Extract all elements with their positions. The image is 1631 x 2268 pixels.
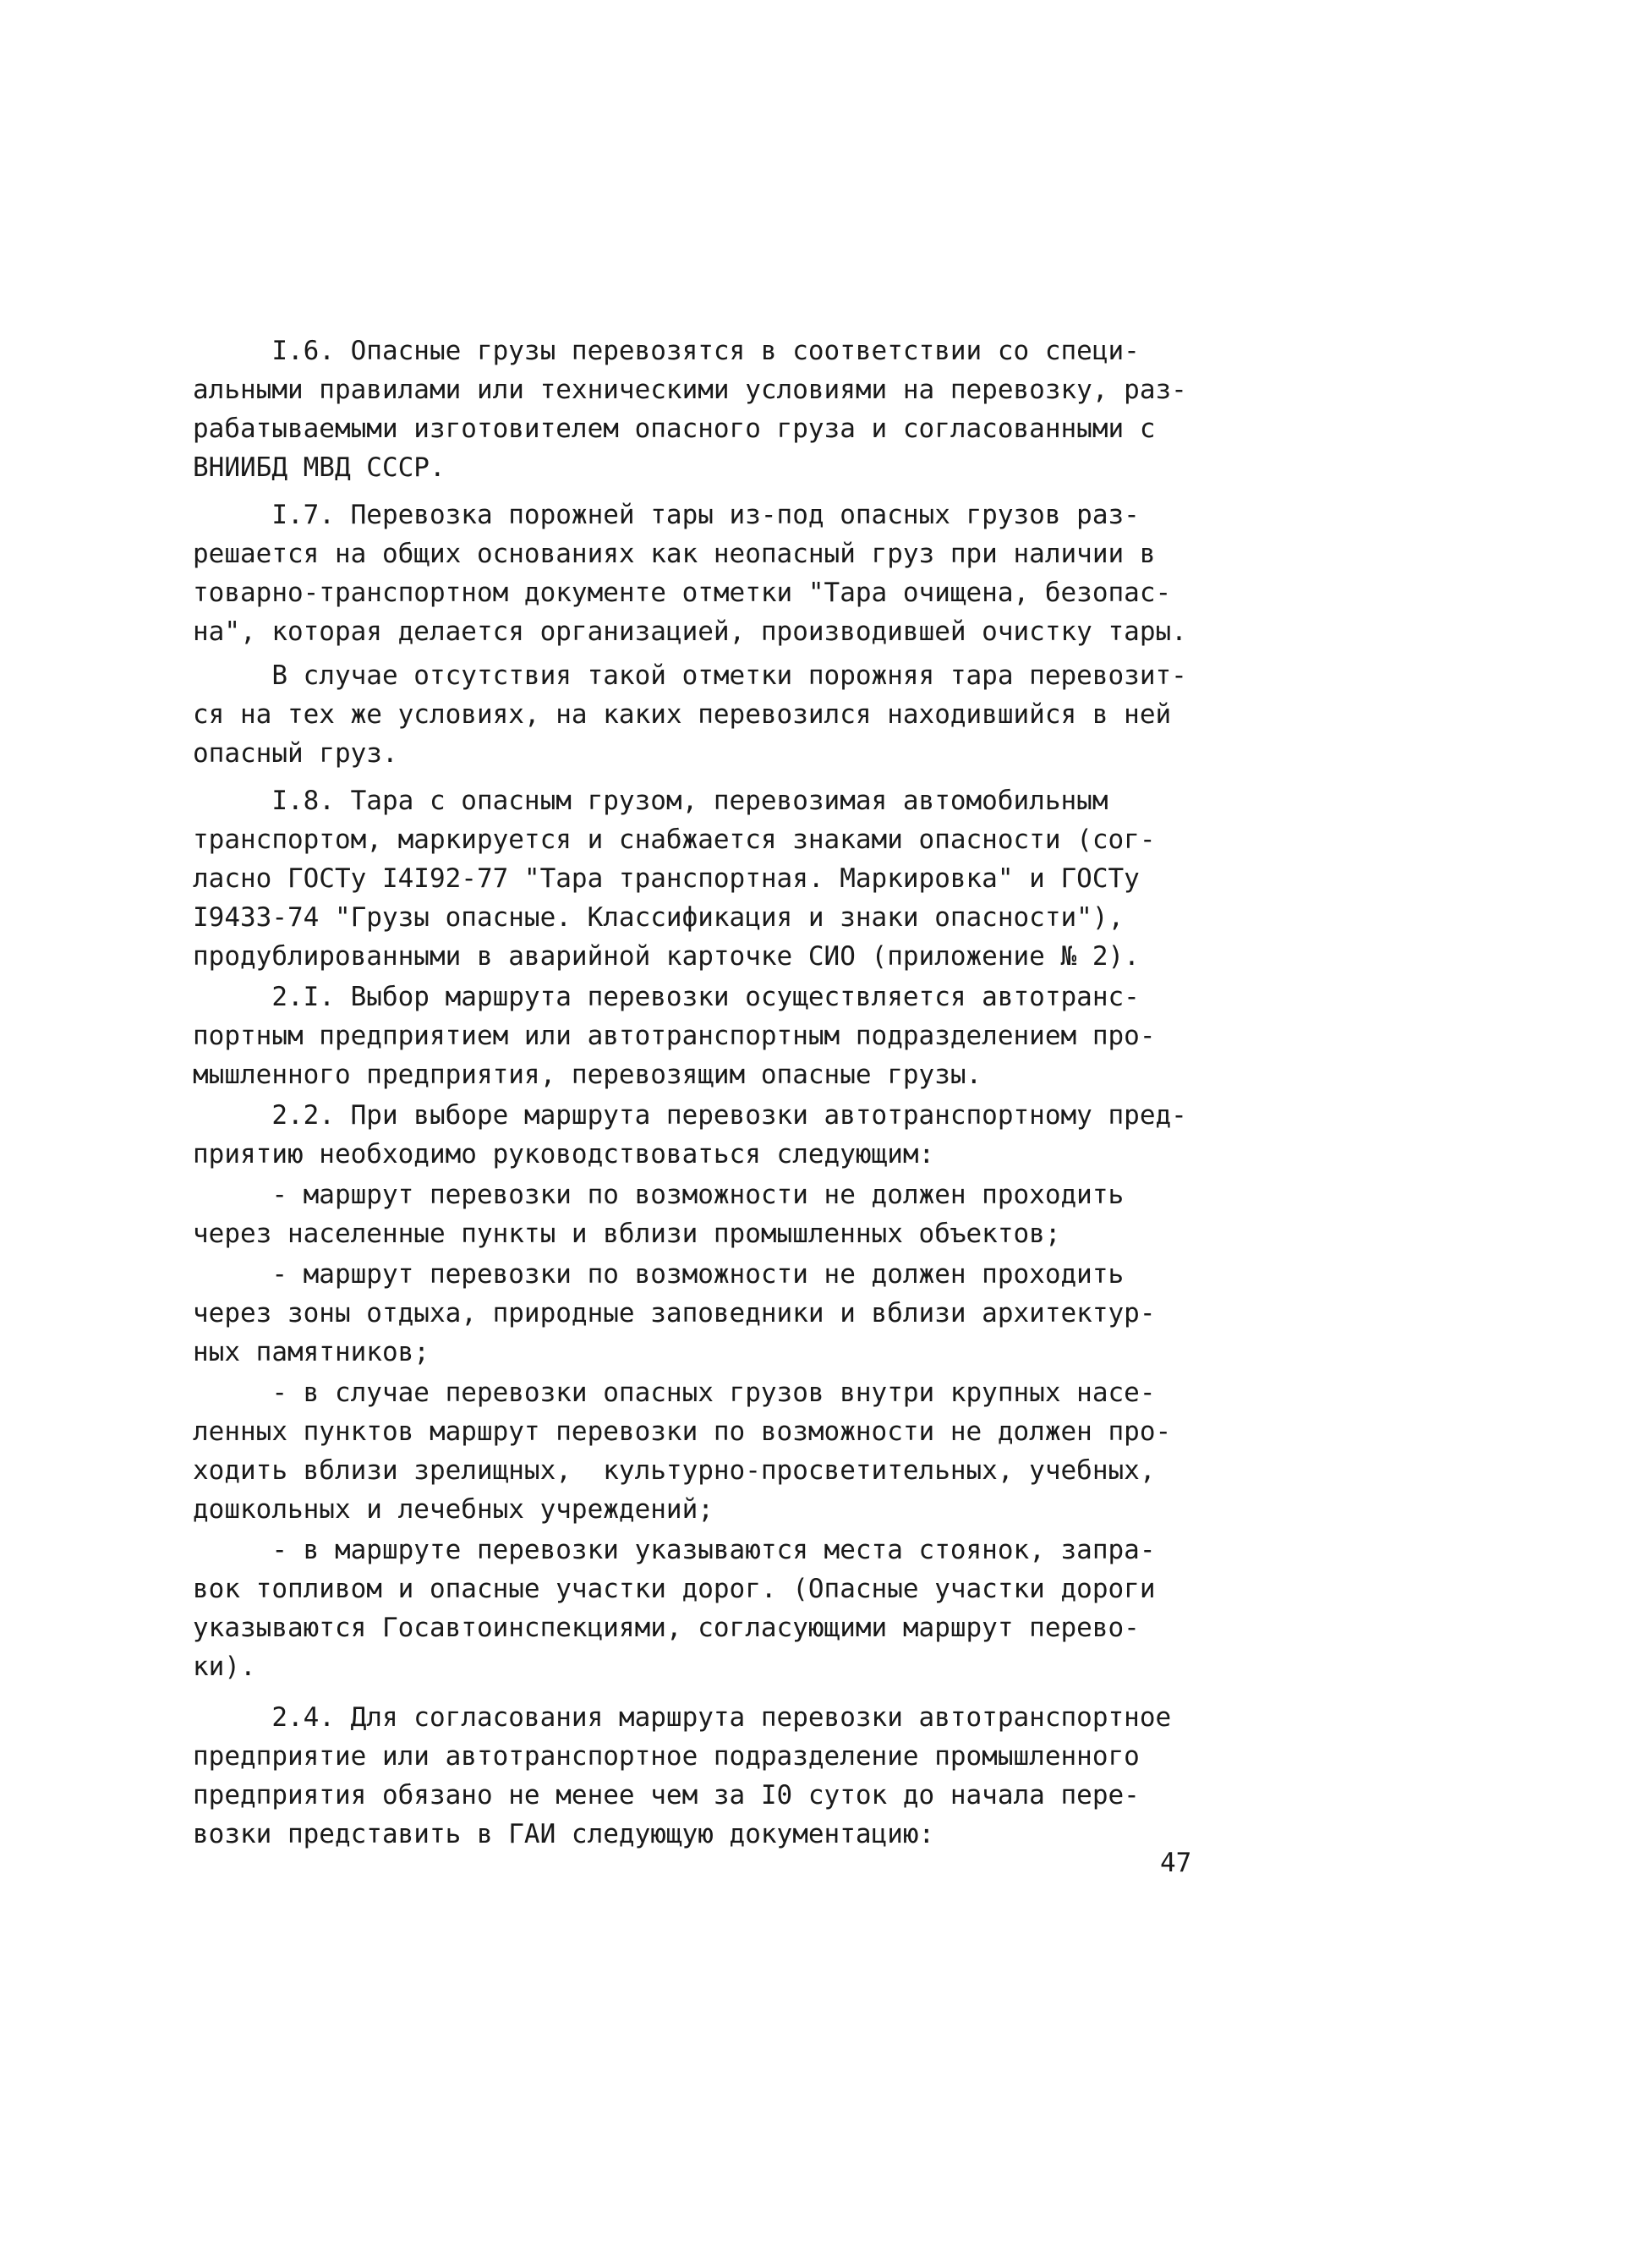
text-line: решается на общих основаниях как неопасный груз при наличии в bbox=[193, 539, 1156, 569]
page-number: 47 bbox=[1160, 1848, 1192, 1878]
text-line: через зоны отдыха, природные заповедники и вблизи архитектур- bbox=[193, 1298, 1156, 1328]
text-line: I.7. Перевозка порожней тары из-под опасных грузов раз- bbox=[193, 500, 1140, 530]
text-line: I9433-74 "Грузы опасные. Классификация и знаки опасности"), bbox=[193, 902, 1125, 933]
text-line: ных памятников; bbox=[193, 1337, 430, 1367]
text-line: приятию необходимо руководствоваться следующим: bbox=[193, 1139, 935, 1170]
text-line: товарно-транспортном документе отметки "Тара очищена, безопас- bbox=[193, 578, 1172, 608]
text-line: ся на тех же условиях, на каких перевозился находившийся в ней bbox=[193, 699, 1172, 730]
text-line: транспортом, маркируется и снабжается знаками опасности (сог- bbox=[193, 824, 1156, 855]
text-line: опасный груз. bbox=[193, 738, 398, 769]
text-line: I.8. Тара с опасным грузом, перевозимая автомобильным bbox=[193, 786, 1108, 816]
text-line: дошкольных и лечебных учреждений; bbox=[193, 1494, 714, 1525]
text-line: ленных пунктов маршрут перевозки по возможности не должен про- bbox=[193, 1416, 1172, 1447]
text-line: - маршрут перевозки по возможности не должен проходить bbox=[193, 1180, 1125, 1210]
text-line: 2.I. Выбор маршрута перевозки осуществляется автотранс- bbox=[193, 982, 1140, 1012]
text-line: - в случае перевозки опасных грузов внутри крупных насе- bbox=[193, 1378, 1156, 1408]
text-line: - маршрут перевозки по возможности не должен проходить bbox=[193, 1259, 1125, 1290]
text-line: указываются Госавтоинспекциями, согласующими маршрут перево- bbox=[193, 1613, 1140, 1643]
text-line: предприятия обязано не менее чем за I0 суток до начала пере- bbox=[193, 1780, 1140, 1811]
text-line: через населенные пункты и вблизи промышленных объектов; bbox=[193, 1219, 1061, 1249]
text-line: рабатываемыми изготовителем опасного груза и согласованными с bbox=[193, 414, 1156, 444]
text-line: на", которая делается организацией, производившей очистку тары. bbox=[193, 616, 1187, 647]
text-line: мышленного предприятия, перевозящим опасные грузы. bbox=[193, 1060, 982, 1090]
text-line: альными правилами или техническими условиями на перевозку, раз- bbox=[193, 375, 1187, 405]
text-line: возки представить в ГАИ следующую документацию: bbox=[193, 1819, 935, 1849]
text-line: вок топливом и опасные участки дорог. (Опасные участки дороги bbox=[193, 1574, 1156, 1604]
text-line: 2.2. При выборе маршрута перевозки автотранспортному пред- bbox=[193, 1100, 1187, 1131]
text-line: ки). bbox=[193, 1652, 256, 1682]
text-line: ВНИИБД МВД СССР. bbox=[193, 452, 446, 483]
text-line: I.6. Опасные грузы перевозятся в соответствии со специ- bbox=[193, 336, 1140, 366]
text-line: В случае отсутствия такой отметки порожняя тара перевозит- bbox=[193, 660, 1187, 691]
text-line: портным предприятием или автотранспортным подразделением про- bbox=[193, 1021, 1156, 1051]
text-line: продублированными в аварийной карточке СИО (приложение № 2). bbox=[193, 941, 1140, 972]
text-line: - в маршруте перевозки указываются места стоянок, запра- bbox=[193, 1535, 1156, 1565]
text-line: ласно ГОСТу I4I92-77 "Тара транспортная. Маркировка" и ГОСТу bbox=[193, 863, 1140, 894]
text-line: предприятие или автотранспортное подразделение промышленного bbox=[193, 1741, 1140, 1772]
text-line: ходить вблизи зрелищных, культурно-просветительных, учебных, bbox=[193, 1455, 1156, 1486]
text-line: 2.4. Для согласования маршрута перевозки автотранспортное bbox=[193, 1702, 1172, 1733]
